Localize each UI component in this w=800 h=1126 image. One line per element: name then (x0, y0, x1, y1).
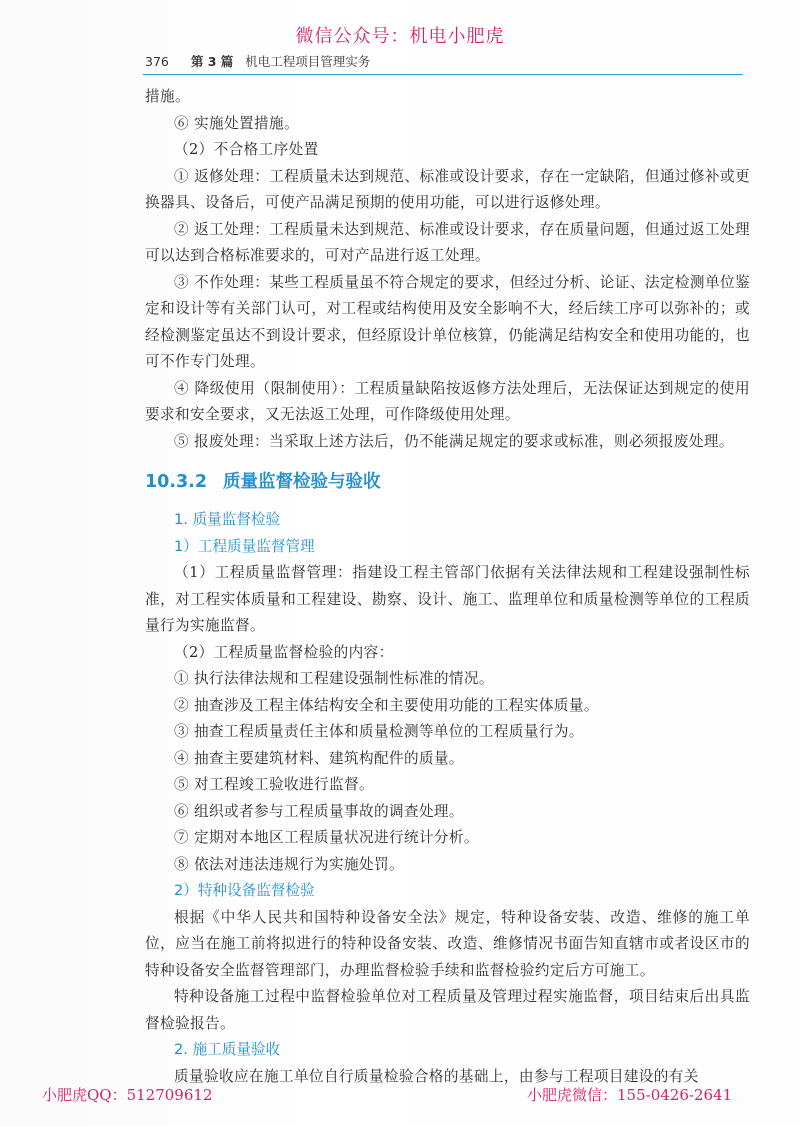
subsubsection-heading-1: 1）工程质量监督管理 (174, 537, 315, 555)
running-head (145, 52, 370, 70)
list-item: ⑤ 对工程竣工验收进行监督。 (174, 776, 374, 793)
section-heading (145, 468, 750, 496)
paragraph-continued: 措施。 (145, 88, 190, 105)
paragraph-rework: ① 返修处理：工程质量未达到规范、标准或设计要求，存在一定缺陷，但通过修补或更换器具、设备后，可使产品满足预期的使用功能，可以进行返修处理。 (145, 167, 750, 211)
list-item: ② 抽查涉及工程主体结构安全和主要使用功能的工程实体质量。 (174, 696, 599, 714)
paragraph-downgrade: ④ 降级使用（限制使用）：工程质量缺陷按返修方法处理后，无法保证达到规定的使用要求和安全要求，又无法返工处理，可作降级使用处理。 (145, 379, 750, 423)
paragraph-supervision-1: （1）工程质量监督管理：指建设工程主管部门依据有关法律法规和工程建设强制性标准，对工程实体质量和工程建设、勘察、设计、施工、监理单位和质量检测等单位的工程质量行为实施监督。 (145, 564, 750, 634)
paragraph-step-6: ⑥ 实施处置措施。 (174, 114, 299, 132)
watermark-bottom-right: 小肥虎微信：155-0426-2641 (527, 1086, 733, 1104)
subsubsection-heading-2: 2）特种设备监督检验 (174, 882, 315, 899)
paragraph-redo: ② 返工处理：工程质量未达到规范、标准或设计要求，存在质量问题，但通过返工处理可以达到合格标准要求的，可对产品进行返工处理。 (145, 220, 750, 264)
paragraph-subheading-2: （2）不合格工序处置 (174, 141, 319, 158)
subsection-heading-1: 1. 质量监督检验 (174, 511, 281, 528)
page-body (145, 84, 750, 1090)
page-number: 376 (145, 54, 169, 69)
part-label: 第 3 篇 (190, 54, 234, 69)
list-item: ⑥ 组织或者参与工程质量事故的调查处理。 (174, 802, 464, 820)
paragraph-supervision-2: （2）工程质量监督检验的内容： (174, 643, 394, 661)
list-item: ⑧ 依法对违法违规行为实施处罚。 (174, 855, 404, 873)
paragraph-special-equipment-2: 特种设备施工过程中监督检验单位对工程质量及管理过程实施监督，项目结束后出具监督检验报告。 (145, 988, 750, 1032)
section-title: 质量监督检验与验收 (223, 472, 381, 492)
section-number: 10.3.2 (145, 472, 208, 492)
list-item: ① 执行法律法规和工程建设强制性标准的情况。 (174, 670, 494, 687)
list-item: ④ 抽查主要建筑材料、建筑构配件的质量。 (174, 749, 464, 767)
watermark-top: 微信公众号：机电小肥虎 (295, 26, 505, 47)
list-item: ⑦ 定期对本地区工程质量状况进行统计分析。 (174, 829, 479, 846)
subsection-heading-2: 2. 施工质量验收 (174, 1041, 281, 1058)
paragraph-no-action: ③ 不作处理：某些工程质量虽不符合规定的要求，但经过分析、论证、法定检测单位鉴定和设计等有关部门认可，对工程或结构使用及安全影响不大，经后续工序可以弥补的；或经检测鉴定虽达不到设计要求，但经原设计单位核算，仍能满足结构安全和使用功能的，也可不作专门处理。 (145, 273, 750, 370)
running-head-title: 机电工程项目管理实务 (245, 54, 371, 69)
paragraph-acceptance: 质量验收应在施工单位自行质量检验合格的基础上，由参与工程项目建设的有关 (174, 1067, 699, 1085)
list-item: ③ 抽查工程质量责任主体和质量检测等单位的工程质量行为。 (174, 723, 584, 740)
watermark-bottom-left: 小肥虎QQ：512709612 (42, 1086, 213, 1104)
paragraph-special-equipment-1: 根据《中华人民共和国特种设备安全法》规定，特种设备安装、改造、维修的施工单位，应当在施工前将拟进行的特种设备安装、改造、维修情况书面告知直辖市或者设区市的特种设备安全监督管理部门，办理监督检验手续和监督检验约定后方可施工。 (145, 908, 750, 979)
header-rule (143, 74, 743, 75)
paragraph-scrap: ⑤ 报废处理：当采取上述方法后，仍不能满足规定的要求或标准，则必须报废处理。 (174, 432, 734, 450)
